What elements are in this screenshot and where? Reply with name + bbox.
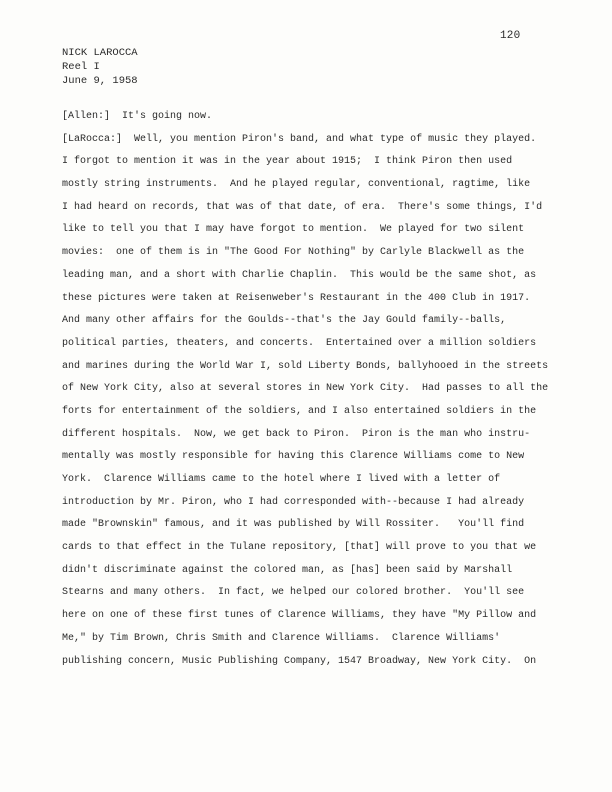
transcript-line [62, 628, 562, 651]
line-text: leading man, and a short with Charlie Chaplin. This would be the same shot, as [62, 269, 537, 281]
transcript-line [62, 651, 562, 674]
line-text: introduction by Mr. Piron, who I had corresponded with--because I had already [62, 496, 525, 508]
speaker-label: [LaRocca:] [62, 133, 123, 145]
line-text: York. Clarence Williams came to the hotel where I lived with a letter of [62, 474, 501, 485]
transcript-line [62, 560, 562, 583]
transcript-line [62, 605, 562, 628]
line-text: made "Brownskin" famous, and it was published by Will Rossiter. You'll find [62, 519, 525, 531]
transcript-line [62, 310, 562, 333]
transcript-line [62, 129, 562, 152]
line-text: didn't discriminate against the colored man, as [has] been said by Marshall [62, 564, 513, 576]
transcript-line [62, 219, 562, 242]
interview-date: June 9, 1958 [62, 75, 138, 87]
transcript-line [62, 197, 562, 220]
line-text: of New York City, also at several stores in New York City. Had passes to all the [62, 383, 549, 395]
transcript-line [62, 537, 562, 560]
line-text: and marines during the World War I, sold Liberty Bonds, ballyhooed in the streets [62, 360, 549, 372]
line-text: Me," by Tim Brown, Chris Smith and Clarence Williams. Clarence Williams' [62, 632, 501, 644]
page-number: 120 [500, 30, 521, 42]
transcript-line [62, 582, 562, 605]
line-text: these pictures were taken at Reisenweber's Restaurant in the 400 Club in 1917. [62, 292, 531, 304]
line-text: mentally was mostly responsible for having this Clarence Williams come to New [62, 451, 525, 463]
transcript-body [62, 106, 562, 673]
line-text: political parties, theaters, and concerts. Entertained over a million soldiers [62, 337, 537, 349]
reel-label: Reel I [62, 61, 100, 73]
transcript-line [62, 514, 562, 537]
transcript-line [62, 265, 562, 288]
transcript-line [62, 356, 562, 379]
transcript-line [62, 106, 562, 129]
line-text: movies: one of them is in "The Good For Nothing" by Carlyle Blackwell as the [62, 247, 525, 259]
line-text: And many other affairs for the Goulds--that's the Jay Gould family--balls, [62, 315, 507, 327]
line-text: cards to that effect in the Tulane repository, [that] will prove to you that we [62, 542, 537, 554]
transcript-line [62, 446, 562, 469]
transcript-line [62, 424, 562, 447]
line-text: like to tell you that I may have forgot to mention. We played for two silent [62, 224, 525, 236]
line-text: It's going now. [110, 111, 213, 122]
line-text: I had heard on records, that was of that date, of era. There's some things, I'd [62, 201, 543, 213]
transcript-line [62, 401, 562, 424]
transcript-line [62, 288, 562, 311]
line-text: different hospitals. Now, we get back to Piron. Piron is the man who instru- [62, 428, 531, 440]
transcript-line [62, 242, 562, 265]
line-text: publishing concern, Music Publishing Company, 1547 Broadway, New York City. On [62, 655, 537, 667]
line-text: here on one of these first tunes of Clarence Williams, they have "My Pillow and [62, 610, 537, 622]
transcript-line [62, 492, 562, 515]
transcript-header [62, 46, 138, 88]
line-text: forts for entertainment of the soldiers, and I also entertained soldiers in the [62, 405, 537, 417]
line-text: Stearns and many others. In fact, we helped our colored brother. You'll see [62, 587, 525, 599]
line-text: Well, you mention Piron's band, and what type of music they played. [122, 133, 537, 145]
transcript-line [62, 151, 562, 174]
transcript-line [62, 333, 562, 356]
line-text: I forgot to mention it was in the year about 1915; I think Piron then used [62, 156, 513, 168]
transcript-line [62, 469, 562, 492]
transcript-line [62, 174, 562, 197]
interviewee-name: NICK LAROCCA [62, 47, 138, 59]
speaker-label: [Allen:] [62, 111, 111, 122]
line-text: mostly string instruments. And he played regular, conventional, ragtime, like [62, 179, 531, 191]
transcript-line [62, 378, 562, 401]
